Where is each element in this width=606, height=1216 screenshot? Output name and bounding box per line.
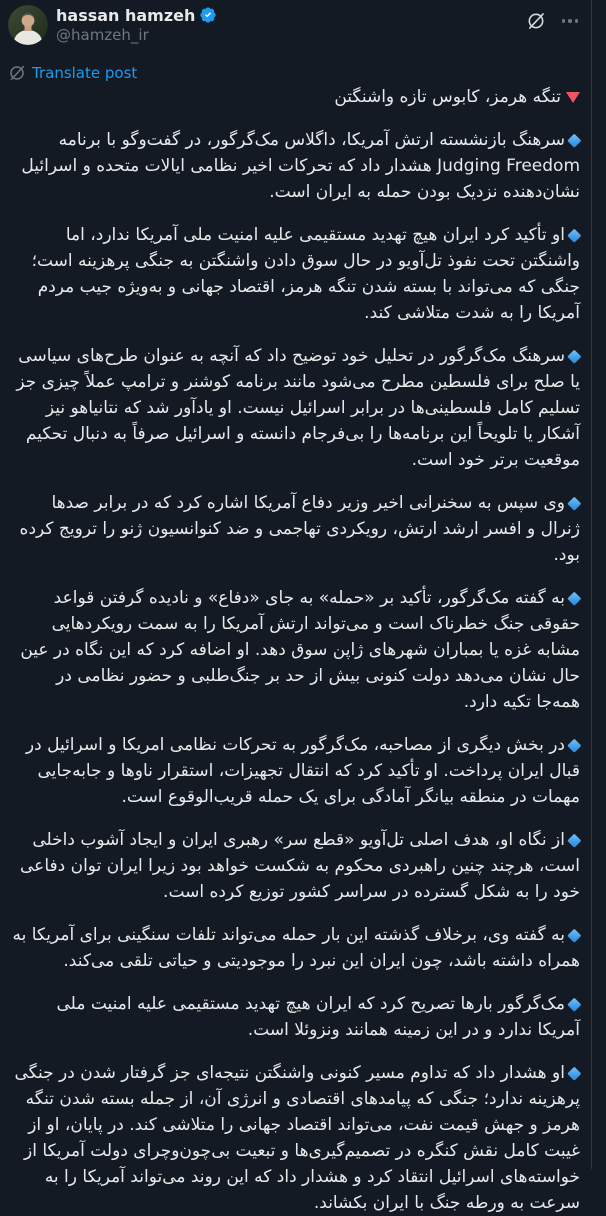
translate-row — [8, 62, 137, 84]
red-triangle-down-emoji — [566, 92, 580, 103]
grok-icon[interactable] — [526, 11, 546, 31]
small-blue-diamond-emoji — [567, 929, 581, 943]
post-paragraph — [10, 1060, 580, 1216]
post-paragraph — [10, 222, 580, 326]
small-blue-diamond-emoji — [567, 134, 581, 148]
grok-translate-icon — [8, 64, 26, 82]
post-paragraph — [10, 991, 580, 1043]
post-paragraph — [10, 127, 580, 205]
display-name[interactable]: hassan hamzeh — [56, 5, 196, 25]
avatar[interactable] — [8, 5, 48, 45]
verified-check-icon — [199, 6, 217, 24]
paragraph-text: وی سپس به سخنرانی اخیر وزیر دفاع آمریکا اشاره کرد که در برابر صدها ژنرال و افسر ارشد ارتش، رویکردی تهاجمی و ضد کنوانسیون ژنو را ترویج کرده بود. — [19, 493, 580, 565]
paragraph-text: تنگه هرمز، کابوس تازه واشنگتن — [334, 87, 561, 107]
paragraph-text: او هشدار داد که تداوم مسیر کنونی واشنگتن نتیجه‌ای جز گرفتار شدن در جنگی پرهزینه ندارد؛ جنگی که پیامدهای اقتصادی و انرژی آن، از جمله بسته شدن تنگه هرمز و جهش قیمت نفت، می‌تواند اقتصاد جهانی را متلاشی کند. در پایان، او از غیبت کامل نقش کنگره در تصمیم‌گیری‌ها و تبعیت بی‌چون‌وچرای دولت آمریکا از خواسته‌های اسرائیل انتقاد کرد و هشدار داد که این روند می‌تواند آمریکا را به سرعت به ورطه جنگ با ایران بکشاند. — [14, 1063, 580, 1213]
post-paragraph — [10, 585, 580, 715]
post-header — [8, 5, 580, 49]
more-icon[interactable] — [560, 17, 581, 25]
small-blue-diamond-emoji — [567, 834, 581, 848]
paragraph-text: به گفته وی، برخلاف گذشته این بار حمله می‌تواند تلفات سنگینی برای آمریکا به همراه داشته باشد، چون ایران این نبرد را موجودیتی و حیاتی تلقی می‌کند. — [12, 925, 580, 971]
post-paragraph — [10, 490, 580, 568]
column-border — [591, 0, 592, 1169]
small-blue-diamond-emoji — [567, 497, 581, 511]
header-actions — [526, 11, 581, 31]
post-paragraph — [10, 84, 580, 110]
paragraph-text: به گفته مک‌گرگور، تأکید بر «حمله» به جای «دفاع» و نادیده گرفتن قواعد حقوقی جنگ خطرناک است و می‌تواند ارتش آمریکا را به سمت رویکردهایی مشابه غزه یا بمباران شهرهای ژاپن سوق دهد. او اضافه کرد که این نگاه در عین حال نشان می‌دهد دولت کنونی بیش از حد بر جنگ‌طلبی و حضور نظامی در همه‌جا تکیه دارد. — [20, 588, 580, 712]
paragraph-text: سرهنگ بازنشسته ارتش آمریکا، داگلاس مک‌گرگور، در گفت‌وگو با برنامه Judging Freedom هشدار داد که تحرکات اخیر نظامی ایالات متحده و اسرائیل نشان‌دهنده نزدیک بودن حمله به ایران است. — [21, 130, 580, 202]
paragraph-text: او تأکید کرد ایران هیچ تهدید مستقیمی علیه امنیت ملی آمریکا ندارد، اما واشنگتن تحت نفوذ تل‌آویو در حال سوق دادن واشنگتن به جنگی پرهزینه است؛ جنگی که می‌تواند با بسته شدن تنگه هرمز، اقتصاد جهانی و به‌ویژه جیب مردم آمریکا را به شدت متلاشی کند. — [31, 225, 580, 323]
post-paragraph — [10, 827, 580, 905]
paragraph-text: سرهنگ مک‌گرگور در تحلیل خود توضیح داد که آنچه به عنوان طرح‌های سیاسی یا صلح برای فلسطین مطرح می‌شود مانند برنامه کوشنر و ترامپ عملاً چیزی جز تسلیم کامل فلسطینی‌ها در برابر اسرائیل نیست. او یادآور شد که نتانیاهو نیز آشکار یا تلویحاً این برنامه‌ها را بی‌فرجام دانسته و اسرائیل صرفاً به دنبال تحکیم موقعیت برتر خود است. — [16, 346, 580, 470]
small-blue-diamond-emoji — [567, 229, 581, 243]
post-text — [10, 84, 580, 1216]
small-blue-diamond-emoji — [567, 1067, 581, 1081]
small-blue-diamond-emoji — [567, 739, 581, 753]
paragraph-text: مک‌گرگور بارها تصریح کرد که ایران هیچ تهدید مستقیمی علیه امنیت ملی آمریکا ندارد و در این زمینه همانند ونزوئلا است. — [56, 994, 580, 1040]
post-paragraph — [10, 343, 580, 473]
small-blue-diamond-emoji — [567, 350, 581, 364]
small-blue-diamond-emoji — [567, 998, 581, 1012]
translate-post-link[interactable]: Translate post — [32, 64, 138, 82]
name-row — [56, 5, 526, 25]
small-blue-diamond-emoji — [567, 592, 581, 606]
paragraph-text: در بخش دیگری از مصاحبه، مک‌گرگور به تحرکات نظامی امریکا و اسرائیل در قبال ایران پرداخت. او تأکید کرد که انتقال تجهیزات، استقرار ناوها و جابه‌جایی مهمات در منطقه بیانگر آمادگی برای یک حمله قریب‌الوقوع است. — [25, 735, 580, 807]
post-paragraph — [10, 922, 580, 974]
user-identity — [56, 5, 526, 45]
paragraph-text: از نگاه او، هدف اصلی تل‌آویو «قطع سر» رهبری ایران و ایجاد آشوب داخلی است، هرچند چنین راهبردی محکوم به شکست خواهد بود زیرا ایران توان دفاعی خود را به شکل گسترده در سراسر کشور توزیع کرده است. — [20, 830, 580, 902]
post-paragraph — [10, 732, 580, 810]
user-handle[interactable]: @hamzeh_ir — [56, 26, 149, 44]
